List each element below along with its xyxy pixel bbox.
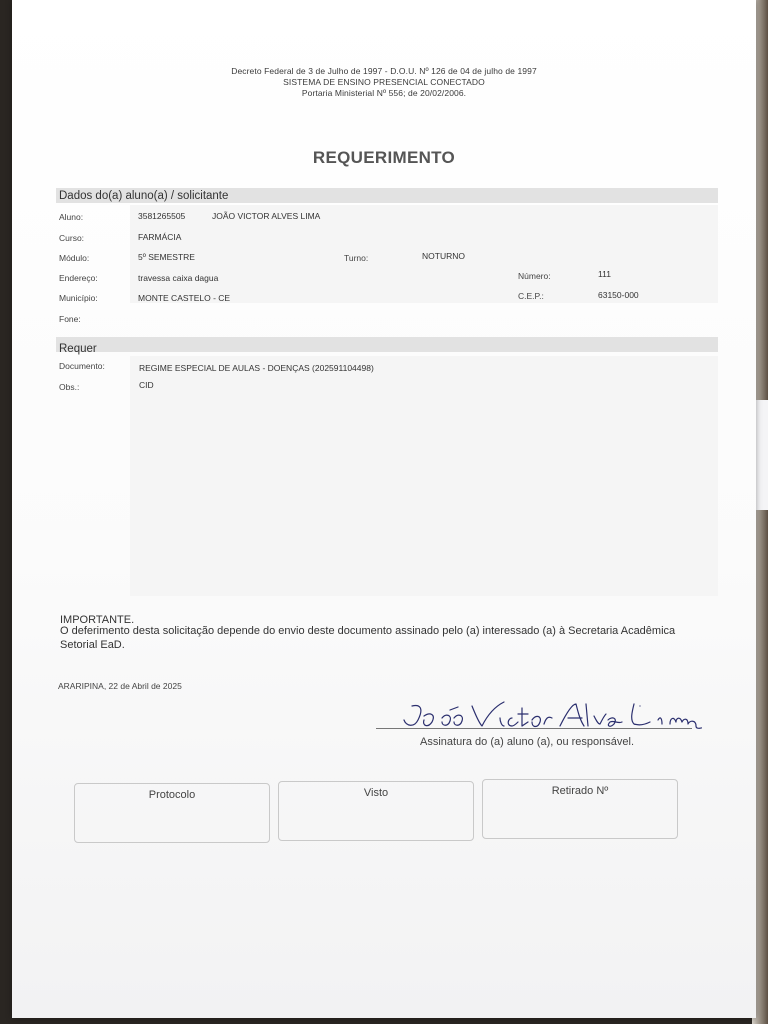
signature-line	[376, 728, 692, 729]
important-text: O deferimento desta solicitação depende do envio deste documento assinado pelo (a) interessado (a) à Secretaria Acadêmica Setorial EaD.	[60, 625, 676, 651]
place-date: ARARIPINA, 22 de Abril de 2025	[58, 681, 182, 691]
numero-label: Número:	[518, 271, 551, 281]
turno-value: NOTURNO	[422, 251, 465, 261]
background-paper	[754, 400, 768, 510]
modulo-label: Módulo:	[59, 253, 90, 263]
turno-label: Turno:	[344, 253, 369, 263]
numero-value: 111	[598, 269, 611, 279]
aluno-id: 3581265505	[138, 211, 186, 221]
obs-label: Obs.:	[59, 382, 80, 392]
documento-label: Documento:	[59, 361, 105, 371]
header-system: SISTEMA DE ENSINO PRESENCIAL CONECTADO	[283, 77, 485, 87]
header-portaria: Portaria Ministerial Nº 556; de 20/02/2006.	[301, 88, 467, 98]
endereco-value: travessa caixa dagua	[138, 273, 219, 283]
aluno-name: JOÃO VICTOR ALVES LIMA	[212, 211, 321, 221]
retirado-label: Retirado Nº	[551, 785, 609, 797]
endereco-label: Endereço:	[59, 273, 98, 283]
header-decree: Decreto Federal de 3 de Julho de 1997 - D.O.U. Nº 126 de 04 de julho de 1997	[231, 66, 537, 76]
document-page	[12, 0, 756, 1018]
obs-value: CID	[139, 380, 154, 390]
curso-label: Curso:	[59, 233, 85, 243]
municipio-value: MONTE CASTELO - CE	[138, 293, 231, 303]
page-title: REQUERIMENTO	[312, 148, 456, 167]
protocolo-label: Protocolo	[148, 789, 196, 801]
municipio-label: Município:	[59, 293, 98, 303]
documento-value: REGIME ESPECIAL DE AULAS - DOENÇAS (202591104498)	[139, 363, 374, 373]
modulo-value: 5º SEMESTRE	[138, 252, 195, 262]
cep-label: C.E.P.:	[518, 291, 544, 301]
visto-label: Visto	[363, 787, 389, 799]
important-title: IMPORTANTE.	[60, 614, 135, 626]
cep-value: 63150-000	[598, 290, 639, 300]
curso-value: FARMÁCIA	[138, 232, 182, 242]
request-section-title: Requer	[59, 343, 97, 355]
protocolo-box	[74, 783, 270, 843]
signature-caption: Assinatura do (a) aluno (a), ou responsável.	[420, 736, 635, 748]
request-fields-area	[130, 356, 718, 596]
handwritten-signature	[372, 698, 702, 732]
fone-label: Fone:	[59, 314, 81, 324]
aluno-label: Aluno:	[59, 212, 84, 222]
student-section-title: Dados do(a) aluno(a) / solicitante	[59, 190, 229, 202]
request-section-bar	[56, 337, 718, 352]
retirado-box	[482, 779, 678, 839]
visto-box	[278, 781, 474, 841]
